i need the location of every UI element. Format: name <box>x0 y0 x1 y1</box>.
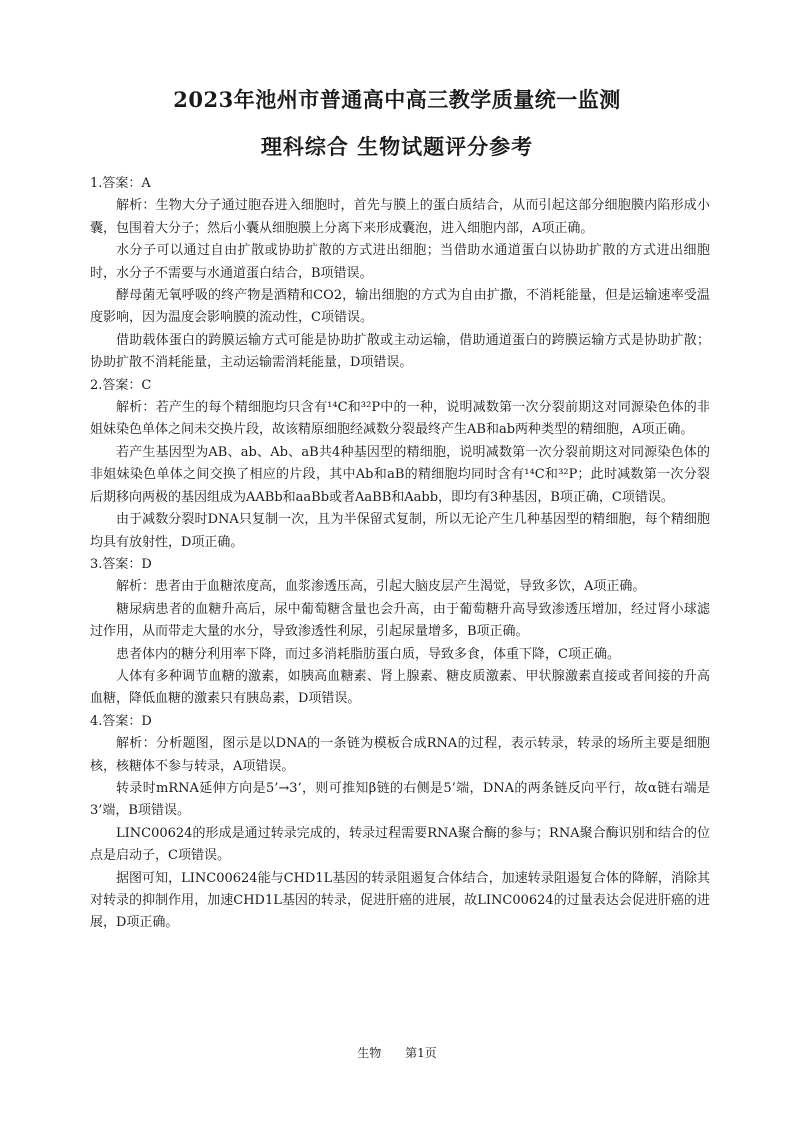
footer-page-number: 第1页 <box>405 1046 437 1060</box>
explanation-paragraph: 解析：患者由于血糖浓度高，血浆渗透压高，引起大脑皮层产生渴觉，导致多饮，A项正确。 <box>116 579 646 595</box>
page-title: 2023年池州市普通高中高三教学质量统一监测 <box>173 87 621 112</box>
footer-subject: 生物 <box>357 1046 382 1060</box>
explanation-paragraph: 水分子可以通过自由扩散或协助扩散的方式进出细胞；当借助水通道蛋白以协助扩散的方式进出细胞时，水分子不需要与水通道蛋白结合，B项错误。 <box>90 243 710 281</box>
answer-line: 3.答案：D <box>90 556 152 572</box>
answer-body <box>90 173 710 935</box>
question-block <box>90 375 710 554</box>
explanation-paragraph: 糖尿病患者的血糖升高后，尿中葡萄糖含量也会升高，由于葡萄糖升高导致渗透压增加，经过肾小球滤过作用，从而带走大量的水分，导致渗透性利尿，引起尿量增多，B项正确。 <box>90 601 710 640</box>
question-block <box>90 554 710 711</box>
explanation-paragraph: 若产生基因型为AB、ab、Ab、aB共4种基因型的精细胞，说明减数第一次分裂前期这对同源染色体的非姐妹染色单体之间交换了相应的片段，其中Ab和aB的精细胞均同时含有¹⁴C和³²P；此时减数第一次分裂后期移向两极的基因组成为AABb和aaBb或者AaBB和Aabb，即均有3种基因，B项正确，C项错误。 <box>90 444 710 505</box>
answer-line: 4.答案：D <box>90 713 152 729</box>
page-footer <box>0 1044 794 1061</box>
explanation-paragraph: 借助载体蛋白的跨膜运输方式可能是协助扩散或主动运输，借助通道蛋白的跨膜运输方式是协助扩散；协助扩散不消耗能量，主动运输需消耗能量，D项错误。 <box>90 332 710 371</box>
page-subtitle: 理科综合 生物试题评分参考 <box>260 135 534 159</box>
explanation-paragraph: 转录时mRNA延伸方向是5’→3’，则可推知β链的右侧是5’端，DNA的两条链反向平行，故α链右端是3’端，B项错误。 <box>90 780 710 819</box>
explanation-paragraph: 患者体内的糖分利用率下降，而过多消耗脂肪蛋白质，导致多食，体重下降，C项正确。 <box>116 646 620 662</box>
question-block <box>90 711 710 935</box>
explanation-paragraph: 人体有多种调节血糖的激素，如胰高血糖素、肾上腺素、糖皮质激素、甲状腺激素直接或者间接的升高血糖，降低血糖的激素只有胰岛素，D项错误。 <box>90 668 710 707</box>
explanation-paragraph: 解析：生物大分子通过胞吞进入细胞时，首先与膜上的蛋白质结合，从而引起这部分细胞膜内陷形成小囊，包围着大分子；然后小囊从细胞膜上分离下来形成囊泡，进入细胞内部，A项正确。 <box>90 198 710 236</box>
explanation-paragraph: 由于减数分裂时DNA只复制一次，且为半保留式复制，所以无论产生几种基因型的精细胞，每个精细胞均具有放射性，D项正确。 <box>90 512 710 550</box>
explanation-paragraph: LINC00624的形成是通过转录完成的，转录过程需要RNA聚合酶的参与；RNA聚合酶识别和结合的位点是启动子，C项错误。 <box>90 825 710 864</box>
explanation-paragraph: 酵母菌无氧呼吸的终产物是酒精和CO2，输出细胞的方式为自由扩撒，不消耗能量，但是运输速率受温度影响，因为温度会影响膜的流动性，C项错误。 <box>90 288 710 326</box>
explanation-paragraph: 解析：分析题图，图示是以DNA的一条链为模板合成RNA的过程，表示转录，转录的场所主要是细胞核，核糖体不参与转录，A项错误。 <box>90 736 710 774</box>
answer-line: 1.答案：A <box>90 176 151 191</box>
question-block <box>90 173 710 375</box>
answer-line: 2.答案：C <box>90 377 152 393</box>
explanation-paragraph: 解析：若产生的每个精细胞均只含有¹⁴C和³²P中的一种，说明减数第一次分裂前期这对同源染色体的非姐妹染色单体之间未交换片段，故该精原细胞经减数分裂最终产生AB和ab两种类型的精细胞，A项正确。 <box>90 400 710 438</box>
explanation-paragraph: 据图可知，LINC00624能与CHD1L基因的转录阻遏复合体结合，加速转录阻遏复合体的降解，消除其对转录的抑制作用，加速CHD1L基因的转录，促进肝癌的进展，故LINC00624的过量表达会促进肝癌的进展，D项正确。 <box>90 870 710 931</box>
